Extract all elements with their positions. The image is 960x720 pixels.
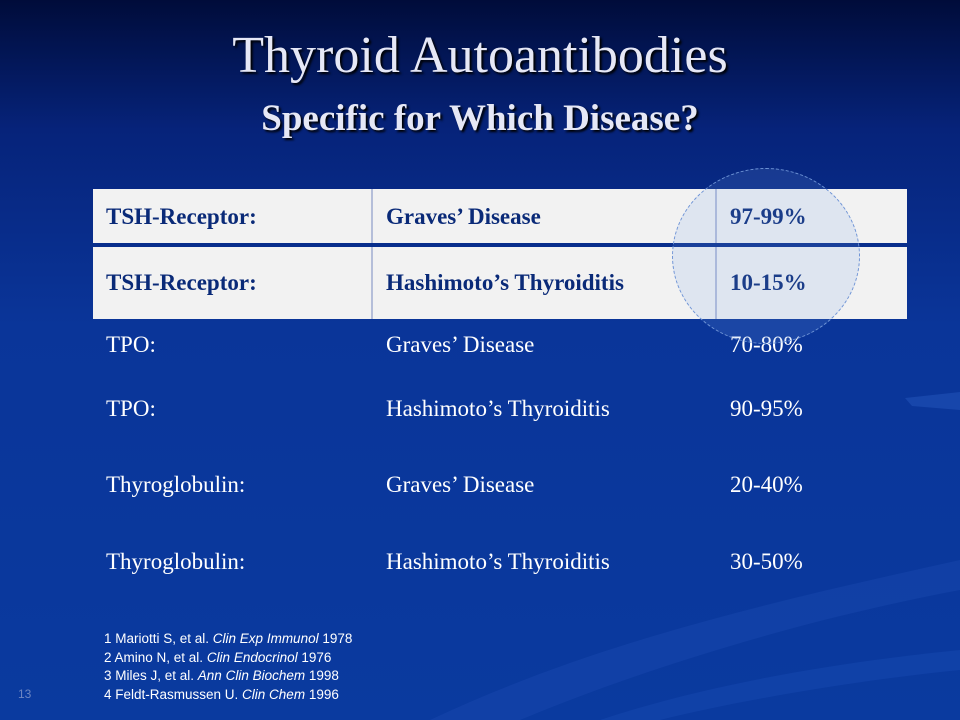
reference-year: 1978 bbox=[318, 631, 353, 646]
prevalence-cell: 70-80% bbox=[730, 332, 803, 357]
disease-cell: Graves’ Disease bbox=[386, 204, 541, 229]
references-list bbox=[104, 630, 352, 704]
prevalence-cell: 97-99% bbox=[730, 204, 807, 229]
reference-item bbox=[104, 667, 352, 686]
prevalence-cell: 30-50% bbox=[730, 549, 803, 574]
reference-authors: 1 Mariotti S, et al. bbox=[104, 631, 213, 646]
antibody-cell: Thyroglobulin: bbox=[106, 472, 246, 497]
slide-subtitle: Specific for Which Disease? bbox=[261, 98, 699, 139]
reference-journal: Clin Endocrinol bbox=[206, 649, 298, 665]
reference-item bbox=[104, 630, 352, 649]
disease-cell: Graves’ Disease bbox=[386, 472, 535, 497]
reference-item bbox=[104, 686, 352, 705]
disease-cell: Hashimoto’s Thyroiditis bbox=[386, 270, 624, 295]
antibody-cell: TPO: bbox=[106, 332, 156, 357]
reference-year: 1976 bbox=[297, 649, 332, 665]
reference-item bbox=[104, 649, 352, 668]
reference-authors: 2 Amino N, et al. bbox=[104, 649, 207, 665]
reference-journal: Ann Clin Biochem bbox=[197, 668, 306, 683]
table-row bbox=[0, 542, 960, 582]
disease-cell: Hashimoto’s Thyroiditis bbox=[386, 396, 610, 421]
prevalence-cell: 90-95% bbox=[730, 396, 803, 421]
table-row bbox=[0, 389, 960, 429]
prevalence-cell: 20-40% bbox=[730, 472, 803, 497]
disease-cell: Graves’ Disease bbox=[386, 332, 535, 357]
slide-title: Thyroid Autoantibodies bbox=[232, 27, 728, 84]
prevalence-cell: 10-15% bbox=[730, 270, 807, 295]
reference-journal: Clin Chem bbox=[242, 686, 306, 702]
antibody-cell: TSH-Receptor: bbox=[106, 204, 257, 229]
reference-year: 1998 bbox=[305, 668, 339, 683]
table-row bbox=[0, 325, 960, 365]
reference-year: 1996 bbox=[305, 686, 339, 702]
antibody-cell: Thyroglobulin: bbox=[106, 549, 246, 574]
reference-journal: Clin Exp Immunol bbox=[212, 631, 319, 646]
table-row bbox=[0, 465, 960, 505]
antibody-cell: TSH-Receptor: bbox=[106, 270, 257, 295]
antibody-cell: TPO: bbox=[106, 396, 156, 421]
reference-authors: 3 Miles J, et al. bbox=[104, 668, 198, 683]
reference-authors: 4 Feldt-Rasmussen U. bbox=[104, 686, 243, 702]
slide-number: 13 bbox=[18, 687, 32, 701]
highlight-circle bbox=[672, 168, 860, 344]
disease-cell: Hashimoto’s Thyroiditis bbox=[386, 549, 610, 574]
